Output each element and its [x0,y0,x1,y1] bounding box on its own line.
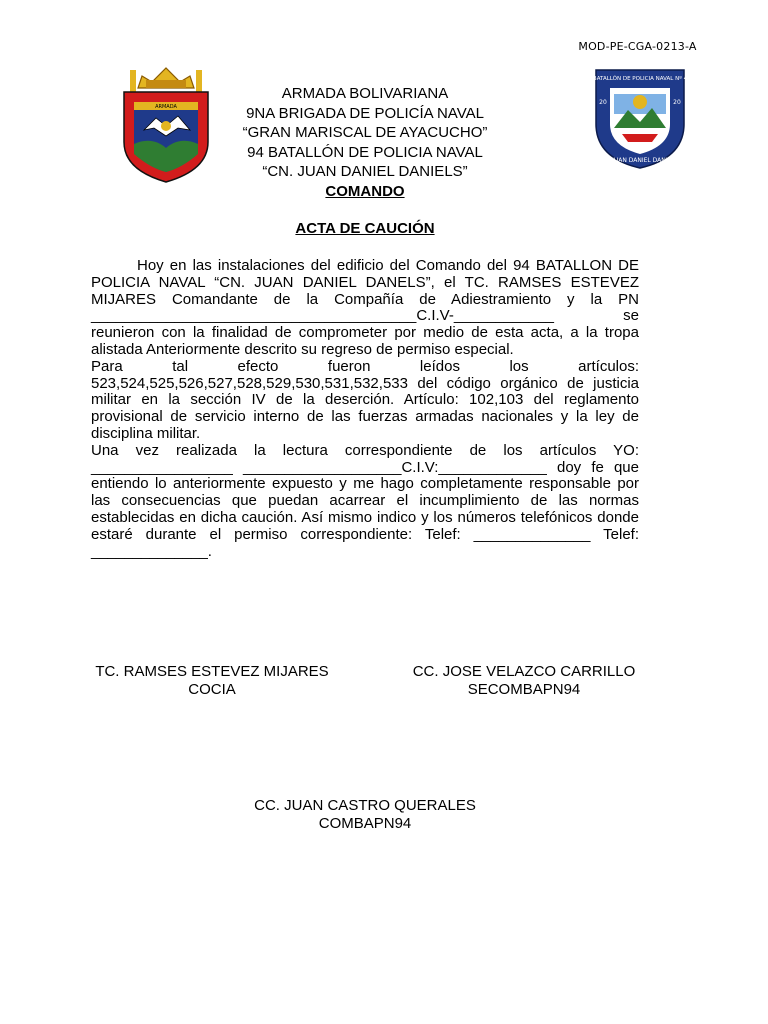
header-line-4: 94 BATALLÓN DE POLICIA NAVAL [247,143,483,161]
signature-block-3 [235,797,495,833]
header-line-6: COMANDO [325,182,405,200]
header-line-5: “CN. JUAN DANIEL DANIELS” [262,163,468,180]
svg-text:ARMADA: ARMADA [155,104,177,110]
signature-block-2 [394,663,654,699]
paragraph-3: Una vez realizada la lectura correspondiente de los artículos YO: _________________ ___________________C.I.V:_____________ doy fe que entiendo lo anteriormente expuesto y me hago completamente responsable por las consecuencias que puedan acarrear el incumplimiento de las normas establecidas en dicha caución. Así mismo indico y los números telefónicos donde estaré durante el permiso correspondiente: Telef: ______________ Telef: ______________. [91,441,639,560]
paragraph-1: Hoy en las instalaciones del edificio del Comando del 94 BATALLON DE POLICIA NAVAL “CN. JUAN DANIEL DANELS”, el TC. RAMSES ESTEVEZ MIJARES Comandante de la Compañía de Adiestramiento y la PN _______________________________________C.I.V-____________ se reunieron con la finalidad de comprometer por medio de esta acta, a la tropa alistada Anteriormente descrito su regreso de permiso especial. [91,257,639,358]
document-code: MOD-PE-CGA-0213-A [578,40,697,53]
signature-role: COMBAPN94 [318,815,412,832]
signature-role: SECOMBAPN94 [467,681,581,698]
battalion-badge-icon [592,68,688,170]
header-line-3: “GRAN MARISCAL DE AYACUCHO” [242,124,488,141]
signature-name: CC. JUAN CASTRO QUERALES [254,797,476,814]
letterhead [200,84,530,201]
signature-name: CC. JOSE VELAZCO CARRILLO [412,663,636,680]
svg-text:BATALLÓN DE POLICIA NAVAL Nº 4: BATALLÓN DE POLICIA NAVAL Nº 4 [592,76,688,82]
svg-text:CN JUAN DANIEL DANIELS: CN JUAN DANIEL DANIELS [601,157,679,164]
signature-name: TC. RAMSES ESTEVEZ MIJARES [95,663,329,680]
header-line-2: 9NA BRIGADA DE POLICÍA NAVAL [246,104,484,122]
signature-role: COCIA [188,681,236,698]
signature-block-1 [82,663,342,699]
header-line-1: ARMADA BOLIVARIANA [281,85,449,102]
paragraph-2: Para tal efecto fueron leídos los artículos: 523,524,525,526,527,528,529,530,531,532,533 del código orgánico de justicia militar en la sección IV de la deserción. Artículo: 102,103 del reglamento provisional de servicio interno de las fuerzas armadas nacionales y la ley de disciplina militar. [91,357,639,442]
svg-text:20: 20 [673,99,681,106]
document-body [91,258,639,560]
document-title: ACTA DE CAUCIÓN [295,220,435,237]
svg-text:20: 20 [599,99,607,106]
